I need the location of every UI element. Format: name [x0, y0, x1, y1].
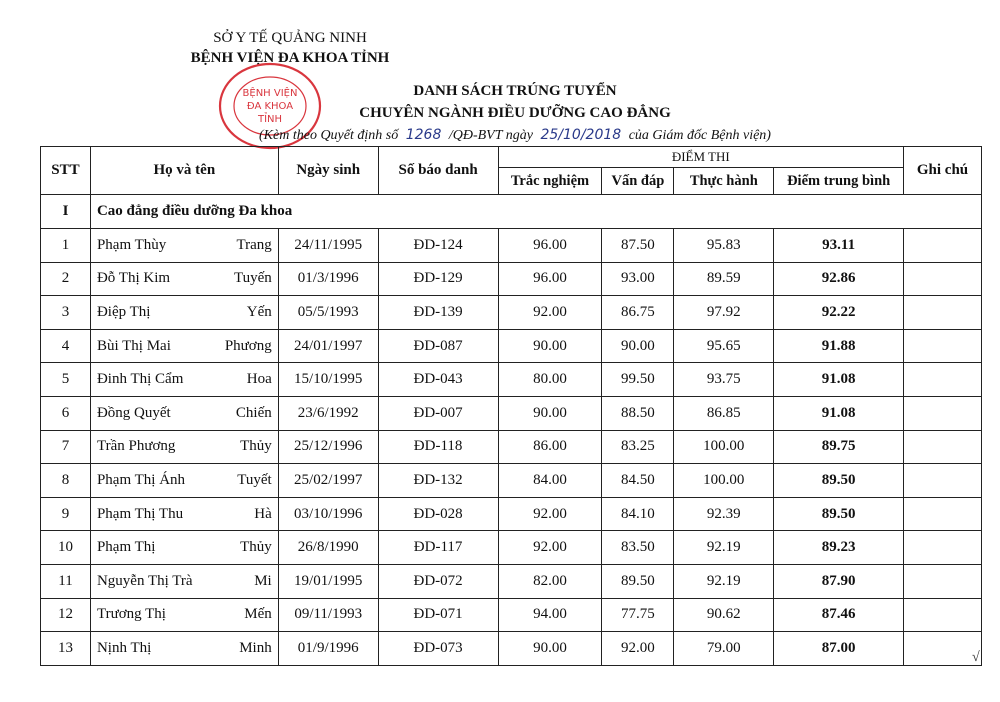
cell-dob: 15/10/1995: [278, 363, 378, 397]
table-row: [41, 229, 982, 263]
table-row: [41, 564, 982, 598]
section-title: Cao đẳng điều dưỡng Đa khoa: [90, 195, 981, 229]
col-thuc-hanh: Thực hành: [674, 168, 774, 195]
col-trac-nghiem: Trắc nghiệm: [498, 168, 602, 195]
cell-name: [90, 564, 278, 598]
cell-surname: Phạm Thùy: [96, 236, 167, 253]
cell-thuc-hanh: 92.19: [674, 531, 774, 565]
cell-notes: [904, 262, 982, 296]
cell-dob: 26/8/1990: [278, 531, 378, 565]
cell-surname: Phạm Thị Ánh: [96, 471, 186, 488]
reference-suffix: của Giám đốc Bệnh viện): [628, 128, 771, 143]
cell-name: [90, 598, 278, 632]
cell-dob: 05/5/1993: [278, 296, 378, 330]
document-title: [250, 80, 780, 147]
cell-name: [90, 430, 278, 464]
cell-notes: [904, 396, 982, 430]
cell-stt: 4: [41, 329, 91, 363]
cell-surname: Đồng Quyết: [96, 404, 171, 421]
cell-surname: Trần Phương: [96, 438, 176, 455]
cell-sbd: ĐD-007: [378, 396, 498, 430]
cell-given-name: Tuyết: [237, 471, 272, 488]
col-stt: STT: [41, 147, 91, 195]
cell-stt: 12: [41, 598, 91, 632]
cell-name: [90, 262, 278, 296]
cell-stt: 2: [41, 262, 91, 296]
cell-trac-nghiem: 92.00: [498, 531, 602, 565]
cell-stt: 7: [41, 430, 91, 464]
cell-given-name: Hoa: [246, 371, 272, 388]
cell-trac-nghiem: 94.00: [498, 598, 602, 632]
cell-trac-nghiem: 96.00: [498, 229, 602, 263]
cell-stt: 9: [41, 497, 91, 531]
title-line-1: DANH SÁCH TRÚNG TUYỂN: [413, 83, 617, 99]
cell-notes: [904, 229, 982, 263]
cell-stt: 3: [41, 296, 91, 330]
cell-given-name: Chiến: [235, 404, 272, 421]
stamp-text-line: ĐA KHOA: [246, 101, 294, 112]
cell-diem-tb: 89.75: [774, 430, 904, 464]
cell-van-dap: 84.10: [602, 497, 674, 531]
cell-trac-nghiem: 84.00: [498, 464, 602, 498]
cell-thuc-hanh: 100.00: [674, 464, 774, 498]
cell-name: [90, 329, 278, 363]
table-row: [41, 262, 982, 296]
cell-sbd: ĐD-028: [378, 497, 498, 531]
cell-given-name: Thủy: [240, 438, 272, 455]
cell-notes: [904, 363, 982, 397]
cell-stt: 1: [41, 229, 91, 263]
cell-name: [90, 296, 278, 330]
cell-stt: 11: [41, 564, 91, 598]
cell-given-name: Thủy: [240, 539, 272, 556]
cell-diem-tb: 91.08: [774, 363, 904, 397]
col-notes: Ghi chú: [904, 147, 982, 195]
cell-thuc-hanh: 92.39: [674, 497, 774, 531]
table-row: [41, 363, 982, 397]
cell-dob: 24/01/1997: [278, 329, 378, 363]
cell-thuc-hanh: 92.19: [674, 564, 774, 598]
cell-trac-nghiem: 92.00: [498, 497, 602, 531]
cell-name: [90, 464, 278, 498]
cell-van-dap: 83.50: [602, 531, 674, 565]
cell-van-dap: 86.75: [602, 296, 674, 330]
cell-trac-nghiem: 86.00: [498, 430, 602, 464]
cell-diem-tb: 92.22: [774, 296, 904, 330]
cell-surname: Điệp Thị: [96, 303, 151, 320]
cell-thuc-hanh: 100.00: [674, 430, 774, 464]
decision-reference: [250, 124, 780, 147]
section-row: [41, 195, 982, 229]
cell-surname: Trương Thị: [96, 606, 166, 623]
stamp-text-line: TỈNH: [257, 114, 283, 125]
cell-notes: [904, 531, 982, 565]
cell-diem-tb: 91.08: [774, 396, 904, 430]
cell-notes: [904, 564, 982, 598]
col-group-scores: ĐIỂM THI: [498, 147, 904, 168]
cell-diem-tb: 87.46: [774, 598, 904, 632]
cell-van-dap: 89.50: [602, 564, 674, 598]
cell-notes: [904, 497, 982, 531]
cell-surname: Đinh Thị Cẩm: [96, 371, 184, 388]
decision-date: 25/10/2018: [540, 127, 622, 143]
cell-sbd: ĐD-117: [378, 531, 498, 565]
decision-number: 1268: [405, 127, 442, 143]
table-row: [41, 632, 982, 666]
cell-trac-nghiem: 90.00: [498, 632, 602, 666]
cell-diem-tb: 89.23: [774, 531, 904, 565]
cell-notes: [904, 329, 982, 363]
cell-given-name: Phương: [224, 337, 272, 354]
cell-notes: [904, 430, 982, 464]
cell-surname: Đỗ Thị Kim: [96, 270, 171, 287]
cell-diem-tb: 91.88: [774, 329, 904, 363]
cell-trac-nghiem: 90.00: [498, 396, 602, 430]
cell-diem-tb: 89.50: [774, 497, 904, 531]
cell-dob: 03/10/1996: [278, 497, 378, 531]
cell-stt: 10: [41, 531, 91, 565]
cell-diem-tb: 92.86: [774, 262, 904, 296]
title-line-2: CHUYÊN NGÀNH ĐIỀU DƯỠNG CAO ĐẲNG: [359, 105, 671, 121]
col-sbd: Số báo danh: [378, 147, 498, 195]
cell-sbd: ĐD-132: [378, 464, 498, 498]
cell-van-dap: 99.50: [602, 363, 674, 397]
cell-diem-tb: 93.11: [774, 229, 904, 263]
col-name: Họ và tên: [90, 147, 278, 195]
cell-thuc-hanh: 89.59: [674, 262, 774, 296]
col-dob: Ngày sinh: [278, 147, 378, 195]
cell-name: [90, 497, 278, 531]
cell-given-name: Yến: [246, 303, 272, 320]
cell-surname: Nguyễn Thị Trà: [96, 572, 193, 589]
cell-dob: 01/9/1996: [278, 632, 378, 666]
cell-van-dap: 93.00: [602, 262, 674, 296]
cell-notes: [904, 464, 982, 498]
org-name: BỆNH VIỆN ĐA KHOA TỈNH: [190, 50, 390, 66]
table-row: [41, 329, 982, 363]
cell-given-name: Hà: [254, 505, 272, 522]
cell-van-dap: 92.00: [602, 632, 674, 666]
reference-middle: /QĐ-BVT ngày: [448, 128, 533, 143]
cell-van-dap: 77.75: [602, 598, 674, 632]
cell-name: [90, 229, 278, 263]
cell-name: [90, 531, 278, 565]
cell-dob: 23/6/1992: [278, 396, 378, 430]
section-number: I: [41, 195, 91, 229]
cell-thuc-hanh: 95.65: [674, 329, 774, 363]
cell-van-dap: 90.00: [602, 329, 674, 363]
cell-name: [90, 363, 278, 397]
cell-trac-nghiem: 90.00: [498, 329, 602, 363]
cell-notes: [904, 632, 982, 666]
table-row: [41, 430, 982, 464]
cell-given-name: Mi: [254, 572, 272, 589]
cell-sbd: ĐD-043: [378, 363, 498, 397]
cell-van-dap: 83.25: [602, 430, 674, 464]
cell-trac-nghiem: 92.00: [498, 296, 602, 330]
cell-given-name: Tuyến: [233, 270, 272, 287]
cell-van-dap: 88.50: [602, 396, 674, 430]
cell-given-name: Minh: [239, 639, 272, 656]
cell-given-name: Trang: [236, 236, 272, 253]
cell-van-dap: 87.50: [602, 229, 674, 263]
cell-sbd: ĐD-073: [378, 632, 498, 666]
cell-dob: 09/11/1993: [278, 598, 378, 632]
cell-trac-nghiem: 96.00: [498, 262, 602, 296]
cell-notes: [904, 296, 982, 330]
cell-stt: 8: [41, 464, 91, 498]
table-row: [41, 464, 982, 498]
cell-dob: 19/01/1995: [278, 564, 378, 598]
cell-sbd: ĐD-124: [378, 229, 498, 263]
cell-sbd: ĐD-071: [378, 598, 498, 632]
cell-surname: Nịnh Thị: [96, 639, 152, 656]
cell-thuc-hanh: 93.75: [674, 363, 774, 397]
cell-stt: 13: [41, 632, 91, 666]
cell-dob: 25/02/1997: [278, 464, 378, 498]
cell-trac-nghiem: 82.00: [498, 564, 602, 598]
cell-trac-nghiem: 80.00: [498, 363, 602, 397]
cell-dob: 25/12/1996: [278, 430, 378, 464]
reference-prefix: (Kèm theo Quyết định số: [259, 128, 399, 143]
cell-sbd: ĐD-139: [378, 296, 498, 330]
stamp-text-line: BỆNH VIỆN: [242, 88, 298, 99]
table-row: [41, 396, 982, 430]
cell-dob: 01/3/1996: [278, 262, 378, 296]
col-diem-tb: Điểm trung bình: [774, 168, 904, 195]
cell-diem-tb: 87.90: [774, 564, 904, 598]
cell-stt: 6: [41, 396, 91, 430]
results-table: [40, 146, 982, 666]
cell-surname: Bùi Thị Mai: [96, 337, 171, 354]
cell-thuc-hanh: 97.92: [674, 296, 774, 330]
cell-surname: Phạm Thị: [96, 539, 156, 556]
cell-stt: 5: [41, 363, 91, 397]
cell-sbd: ĐD-118: [378, 430, 498, 464]
org-parent: SỞ Y TẾ QUẢNG NINH: [213, 30, 367, 46]
cell-thuc-hanh: 90.62: [674, 598, 774, 632]
table-row: [41, 531, 982, 565]
table-row: [41, 296, 982, 330]
cell-sbd: ĐD-072: [378, 564, 498, 598]
cell-thuc-hanh: 86.85: [674, 396, 774, 430]
cell-name: [90, 396, 278, 430]
table-row: [41, 497, 982, 531]
cell-surname: Phạm Thị Thu: [96, 505, 184, 522]
cell-notes: [904, 598, 982, 632]
col-van-dap: Vấn đáp: [602, 168, 674, 195]
page-mark: √: [972, 650, 980, 665]
cell-name: [90, 632, 278, 666]
cell-dob: 24/11/1995: [278, 229, 378, 263]
cell-diem-tb: 87.00: [774, 632, 904, 666]
cell-sbd: ĐD-129: [378, 262, 498, 296]
cell-diem-tb: 89.50: [774, 464, 904, 498]
cell-thuc-hanh: 79.00: [674, 632, 774, 666]
cell-thuc-hanh: 95.83: [674, 229, 774, 263]
table-row: [41, 598, 982, 632]
cell-given-name: Mến: [244, 606, 272, 623]
cell-sbd: ĐD-087: [378, 329, 498, 363]
cell-van-dap: 84.50: [602, 464, 674, 498]
